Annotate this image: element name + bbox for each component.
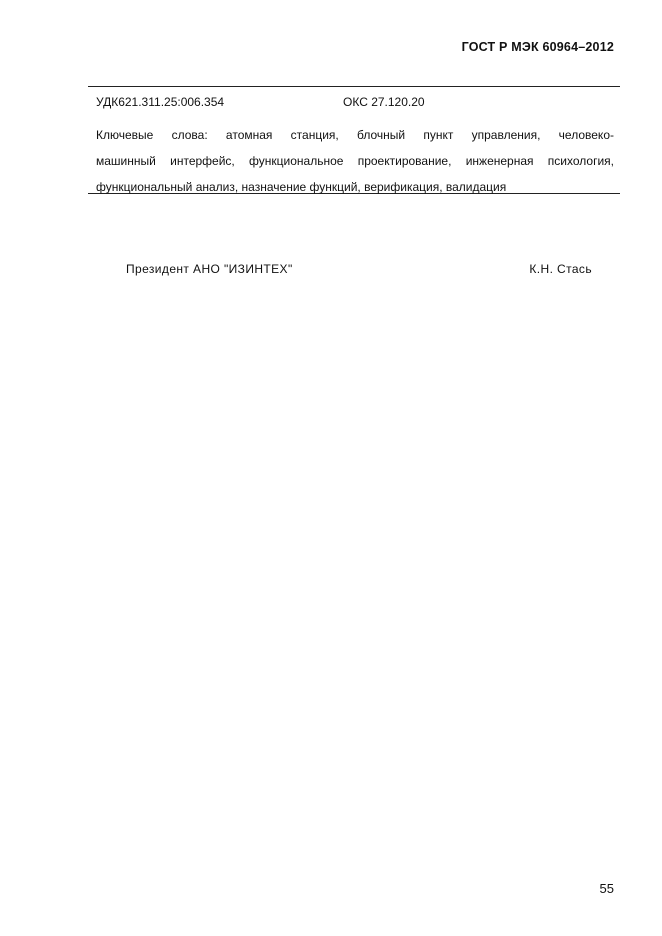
keywords-paragraph [96, 122, 614, 200]
signatory-name: К.Н. Стась [529, 262, 592, 276]
bibliographic-data-block [88, 86, 620, 194]
oks-code: ОКС 27.120.20 [343, 95, 425, 109]
udk-code: УДК621.311.25:006.354 [96, 95, 225, 109]
signatory-title: Президент АНО "ИЗИНТЕХ" [126, 262, 293, 276]
keywords-line: функциональный анализ, назначение функций, верификация, валидация [96, 180, 507, 194]
document-header-code: ГОСТ Р МЭК 60964–2012 [461, 40, 614, 54]
keywords-line: машинный интерфейс, функциональное проектирование, инженерная психология, [96, 154, 614, 168]
page-number: 55 [599, 881, 614, 896]
keywords-line: Ключевые слова: атомная станция, блочный пункт управления, человеко- [96, 128, 614, 142]
